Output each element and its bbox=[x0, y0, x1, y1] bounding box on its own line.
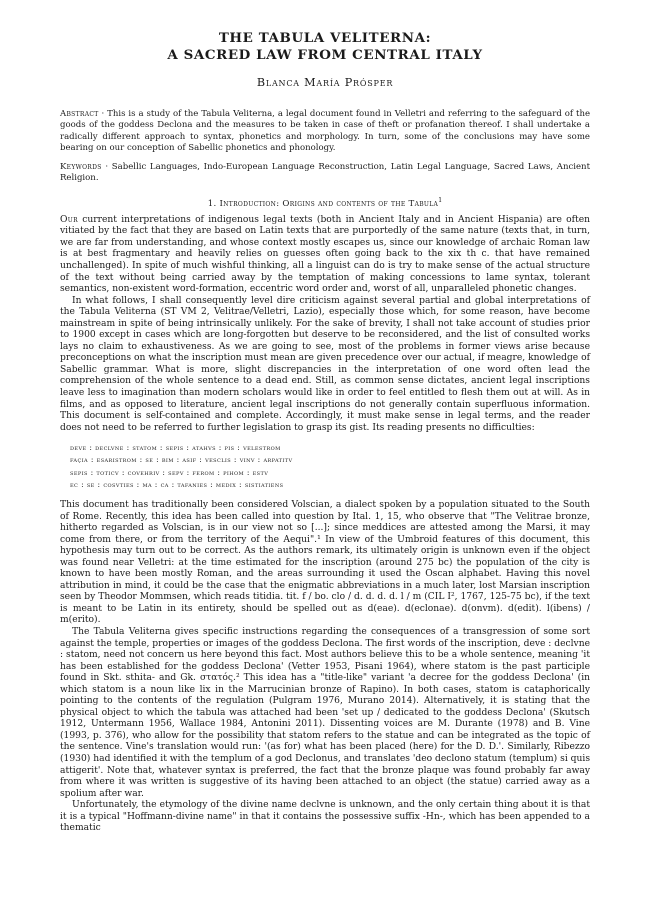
paragraph-4: The Tabula Veliterna gives specific instructions regarding the consequences of a transgression of some sort against the temple, properties or images of the goddess Declona. The first words of the inscription, deve : declvne : statom, need not concern us here beyond this fact. Most authors believe this to be a whole sentence, meaning 'it has been established for the goddess Declona' (Vetter 1953, Pisani 1964), where statom is the past participle found in Skt. sthita- and Gk. στατός.² This idea has a "title-like" variant 'a decree for the goddess Declona' (in which statom is a noun like lix in the Marrucinian bronze of Rapino). In both cases, statom is cataphorically pointing to the contents of the regulation (Pulgram 1976, Murano 2014). Alternatively, it is stating that the physical object to which the tabula was attached had been 'set up / dedicated to the goddess Declona' (Skutsch 1912, Untermann 1956, Wallace 1984, Antonini 2011). Dissenting voices are M. Durante (1978) and B. Vine (1993, p. 376), who allow for the possibility that statom refers to the statue and can be integrated as the topic of the sentence. Vine's translation would run: '(as for) what has been placed (here) for the D. D.'. Similarly, Ribezzo (1930) had identified it with the templum of a god Declonus, and translates 'deo declono statum (templum) si quis attigerit'. Note that, whatever syntax is preferred, the fact that the bronze plaque was found probably far away from where it was written is suggestive of its having been attached to an object (the statue) carried away as a spolium after war. bbox=[60, 627, 590, 799]
inscription-line-1: deve : declvne : statom : sepis : atahvs : pis : velestrom bbox=[70, 443, 281, 453]
paragraph-1-lead: Our bbox=[60, 214, 78, 225]
section-heading-text: 1. Introduction: Origins and contents of the Tabula bbox=[207, 198, 439, 209]
abstract-label: Abstract bbox=[60, 109, 99, 119]
inscription-line-2: façia : esaristrom : se : bim : asif : vesclis : vinv : arpatitv bbox=[70, 455, 293, 465]
paragraph-2: In what follows, I shall consequently level dire criticism against several partial and global interpretations of the Tabula Veliterna (ST VM 2, Velitrae/Velletri, Lazio), especially those which, for some reason, have become mainstream in spite of being intrinsically unlikely. For the sake of brevity, I shall not take account of studies prior to 1900 except in cases which are long-forgotten but deserve to be reconsidered, and the list of consulted works lays no claim to exhaustiveness. As we are going to see, most of the problems in former views arise because preconceptions on what the inscription must mean are given precedence over our actual, if meagre, knowledge of Sabellic grammar. What is more, slight discrepancies in the interpretation of one word often lead the comprehension of the whole sentence to a dead end. Still, as common sense dictates, ancient legal inscriptions leave less to imagination than modern scholars would like in order to feel entitled to flesh them out at will. As in films, and as opposed to literature, ancient legal inscriptions do not generally contain superfluous information. This document is self-contained and complete. Accordingly, it must make sense in legal terms, and the reader does not need to be referred to further legislation to grasp its gist. Its reading presents no difficulties: bbox=[60, 295, 590, 433]
abstract-text: · This is a study of the Tabula Veliterna, a legal document found in Velletri and referring to the safeguard of the goods of the goddess Declona and the measures to be taken in case of theft or profanation thereof. I shall undertake a radically different approach to syntax, phonetics and morphology. In turn, some of the conclusions may have some bearing on our conception of Sabellic phonetics and phonology. bbox=[60, 109, 591, 153]
abstract bbox=[60, 109, 590, 154]
paragraph-1 bbox=[60, 215, 590, 296]
keywords-label: Keywords bbox=[60, 162, 102, 173]
author-name: Blanca María Prósper bbox=[256, 76, 394, 89]
inscription-line-4: ec : se : cosvties : ma : ca : tafanies : medix : sistiatiens bbox=[70, 479, 284, 489]
paragraph-1-text: current interpretations of indigenous legal texts (both in Ancient Italy and in Ancient Hispania) are often vitiated by the fact that they are based on Latin texts that are purportedly of the same nature (texts that, in turn, we are far from understanding, and whose context mostly escapes us, since our knowledge of archaic Roman law is at best fragmentary and heavily relies on guesses often going back to the xix th c. that have remained unchallenged). In spite of much wishful thinking, all a linguist can do is try to make sense of the actual structure of the text without being carried away by the temptation of making concessions to lame syntax, tolerant semantics, non-existent word-formation, eccentric word order and, worst of all, unparalleled phonetic changes. bbox=[60, 214, 590, 295]
title-line-1: THE TABULA VELITERNA: bbox=[218, 30, 432, 46]
inscription-line-3: sepis : toticv : covehriv : sepv : ferom : pihom : estv bbox=[70, 467, 269, 477]
keywords-text: · Sabellic Languages, Indo-European Language Reconstruction, Latin Legal Language, Sacred Laws, Ancient Religion. bbox=[60, 162, 591, 184]
article-title bbox=[60, 30, 590, 64]
paragraph-3: This document has traditionally been considered Volscian, a dialect spoken by a population situated to the South of Rome. Recently, this idea has been called into question by Ital. 1, 15, who observe that "The Velitrae bronze, hitherto regarded as Volscian, is in our view not so [...]; since meddices are attested among the Marsi, it may come from there, or from the territory of the Aequi".¹ In view of the Umbroid features of this document, this hypothesis may turn out to be correct. As the authors remark, its ultimately origin is unknown even if the object was found near Velletri: at the time estimated for the inscription (around 275 bc) the population of the city is known to have been mostly Roman, and the areas surrounding it used the Oscan alphabet. Having this novel attribution in mind, it could be the case that the enigmatic abbreviations in a much later, lost Marsian inscription seen by Theodor Mommsen, which reads titidia. tit. f / bo. clo / d. d. d. d. l / m (CIL I², 1767, 125-75 bc), if the text is meant to be Latin in its entirety, should be spelled out as d(eae). d(eclonae). d(onvm). d(edit). l(ibens) / m(erito). bbox=[60, 499, 590, 626]
title-line-2: A SACRED LAW FROM CENTRAL ITALY bbox=[167, 47, 483, 63]
footnote-mark: 1 bbox=[438, 196, 443, 204]
section-heading bbox=[60, 196, 590, 209]
paragraph-5: Unfortunately, the etymology of the divine name declvne is unknown, and the only certain thing about it is that it is a typical "Hoffmann-divine name" in that it contains the possessive suffix -Hn-, which has been appended to a thematic bbox=[60, 800, 590, 834]
inscription-block bbox=[70, 442, 590, 491]
keywords bbox=[60, 162, 590, 185]
